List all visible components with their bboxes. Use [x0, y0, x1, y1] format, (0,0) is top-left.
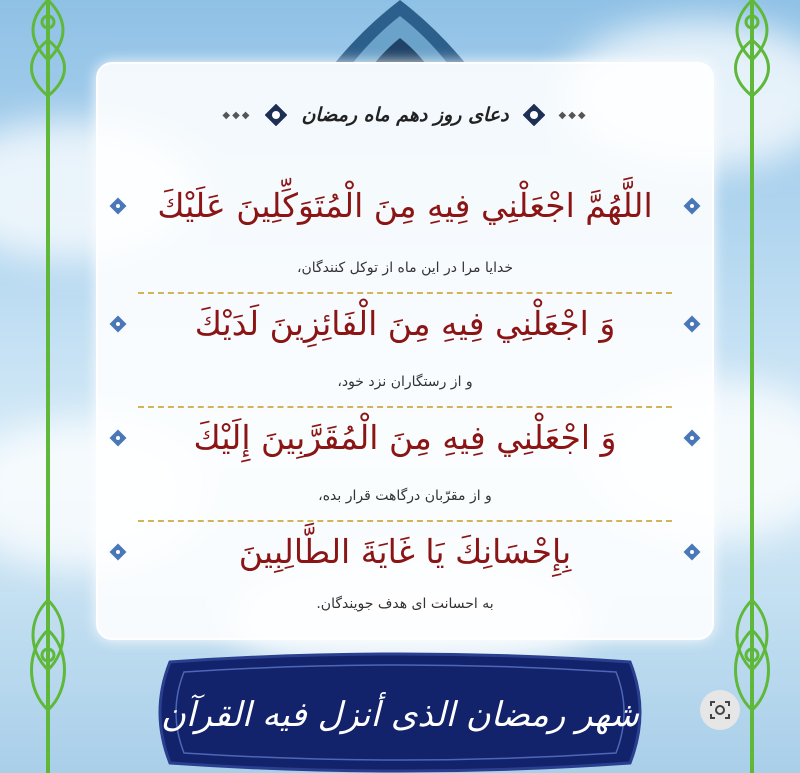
star-ornament-icon	[523, 104, 545, 126]
lens-scan-icon[interactable]	[700, 690, 740, 730]
divider	[138, 406, 672, 408]
title-row	[98, 104, 712, 126]
verse-translation: و از رستگاران نزد خود،	[337, 374, 473, 390]
right-pillar-ornament	[732, 0, 772, 773]
diamond-icon	[108, 428, 128, 448]
diamond-icon	[108, 542, 128, 562]
calligraphy-banner	[150, 652, 650, 773]
verse-row	[98, 304, 712, 343]
lens-scan-icon-glyph	[708, 698, 732, 722]
verse-arabic: اللَّهُمَّ اجْعَلْنِي فِيهِ مِنَ الْمُتَوَكِّلِينَ عَلَيْكَ	[157, 186, 653, 225]
verse-translation: خدایا مرا در این ماه از توکل کنندگان،	[296, 260, 514, 276]
diamond-icon	[108, 314, 128, 334]
diamond-icon	[682, 542, 702, 562]
verse-row	[98, 418, 712, 457]
verse-arabic: وَ اجْعَلْنِي فِيهِ مِنَ الْفَائِزِينَ لَدَيْكَ	[194, 304, 616, 343]
verse-row	[98, 186, 712, 225]
dots-decoration: ◆◆◆	[558, 109, 588, 121]
diamond-icon	[682, 196, 702, 216]
dots-decoration: ◆◆◆	[222, 109, 252, 121]
prayer-card	[96, 62, 714, 640]
verse-translation: به احسانت ای هدف جویندگان.	[316, 596, 494, 612]
diamond-icon	[682, 428, 702, 448]
diamond-icon	[108, 196, 128, 216]
arabesque-ornament-icon	[334, 0, 466, 64]
left-pillar-ornament	[28, 0, 68, 773]
page-title: دعای روز دهم ماه رمضان	[301, 104, 509, 126]
verse-arabic: وَ اجْعَلْنِي فِيهِ مِنَ الْمُقَرَّبِينَ إِلَيْكَ	[193, 418, 617, 457]
star-ornament-icon	[265, 104, 287, 126]
divider	[138, 520, 672, 522]
verse-row	[98, 532, 712, 571]
diamond-icon	[682, 314, 702, 334]
divider	[138, 292, 672, 294]
verse-arabic: بِإِحْسَانِكَ يَا غَايَةَ الطَّالِبِينَ	[238, 532, 572, 571]
verse-translation: و از مقرّبان درگاهت قرار بده،	[318, 488, 492, 504]
banner-text: شهر رمضان الذی أنزل فیه القرآن	[161, 695, 639, 735]
